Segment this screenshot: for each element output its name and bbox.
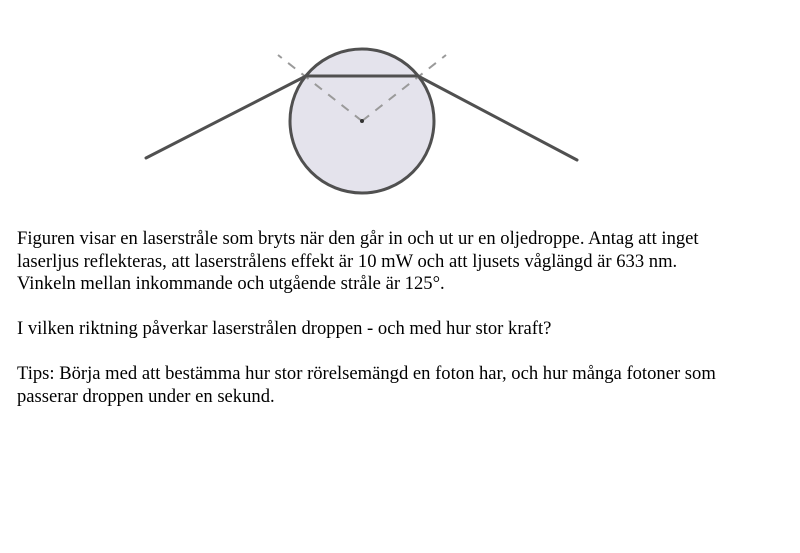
outgoing-beam: [418, 76, 577, 160]
problem-line-3: Vinkeln mellan inkommande och utgående stråle är 125°.: [17, 273, 445, 294]
paragraph-spacer: [17, 341, 792, 364]
droplet-center: [360, 119, 364, 123]
incoming-beam: [146, 76, 306, 158]
problem-line-1: Figuren visar en laserstråle som bryts när den går in och ut ur en oljedroppe. Antag att inget: [17, 228, 699, 249]
paragraph-spacer: [17, 296, 792, 319]
tips-line-2: passerar droppen under en sekund.: [17, 385, 275, 407]
question-line: I vilken riktning påverkar laserstrålen droppen - och med hur stor kraft?: [17, 318, 552, 339]
tips-line-1: Tips: Börja med att bestämma hur stor rörelsemängd en foton har, och hur många fotoner som: [17, 363, 716, 384]
problem-text: [17, 228, 792, 408]
droplet-refraction-figure: [0, 0, 800, 215]
problem-line-2: laserljus reflekteras, att laserstrålens effekt är 10 mW och att ljusets våglängd är 633 nm.: [17, 250, 678, 272]
